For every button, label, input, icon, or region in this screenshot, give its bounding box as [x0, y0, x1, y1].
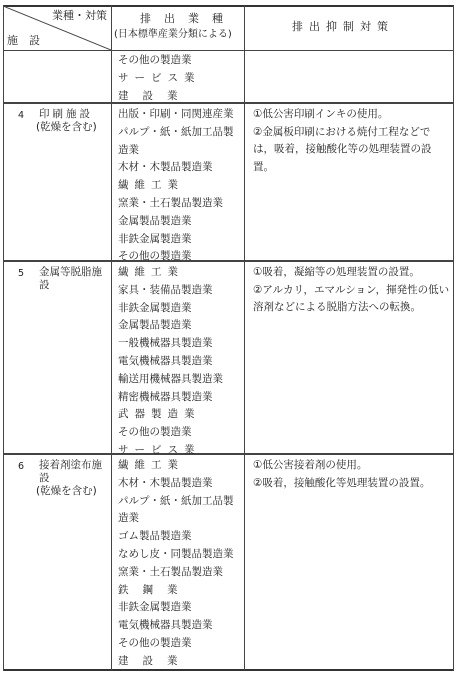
facility-name: 印刷施設 [39, 108, 93, 120]
facility-name-continued: 設 [39, 472, 50, 484]
list-item: その他の製造業 [118, 250, 192, 263]
list-item: 建設業 [118, 654, 192, 667]
list-item: 繊維工業 [118, 266, 184, 278]
list-item: 精密機械器具製造業 [118, 390, 213, 403]
list-item: ゴム製品製造業 [118, 530, 192, 543]
facility-name: 接着剤塗布施 [39, 459, 102, 471]
facility-note: (乾燥を含む) [36, 485, 97, 497]
row-6-industry-list [118, 457, 234, 671]
list-item: 非鉄金属製造業 [118, 601, 192, 614]
list-item: 建設業 [118, 89, 192, 102]
list-item: サービス業 [118, 443, 201, 456]
list-item: 非鉄金属製造業 [118, 232, 192, 245]
list-item: 木材・木製品製造業 [118, 476, 213, 489]
list-item: 繊維工業 [118, 179, 184, 192]
column-divider-2 [244, 5, 245, 671]
header-measures-title: 排出抑制対策 [292, 20, 394, 33]
list-item: 窯業・土石製品製造業 [118, 565, 223, 578]
header-industry-subtitle: (日本標準産業分類による) [114, 29, 232, 40]
measure-item: ②吸着，接触酸化等処理装置の設置。 [253, 476, 431, 489]
list-item: 輸送用機械器具製造業 [118, 372, 223, 385]
row-divider-6 [3, 453, 454, 455]
list-item: パルプ・紙・紙加工品製 [118, 494, 234, 507]
list-item: 繊維工業 [118, 459, 184, 471]
row-number: 6 [18, 461, 25, 472]
list-item: 非鉄金属製造業 [118, 301, 192, 314]
measure-item: ②アルカリ，エマルション，揮発性の低い溶剤などによる脱脂方法への転換。 [253, 283, 450, 313]
row-number: 4 [18, 110, 25, 121]
list-item: 金属製品製造業 [118, 319, 192, 332]
list-item: 造業 [118, 143, 139, 156]
top-block-industry-list [118, 52, 201, 105]
facility-name-continued: 設 [39, 279, 50, 291]
header-corner-bottom: 施 設 [7, 34, 40, 47]
list-item: パルプ・紙・紙加工品製 [118, 125, 234, 138]
list-item: なめし皮・同製品製造業 [118, 547, 234, 560]
list-item: 電気機械器具製造業 [118, 354, 213, 367]
row-5-measures [253, 264, 451, 317]
list-item: 金属製品製造業 [118, 214, 192, 227]
list-item: 家具・装備品製造業 [118, 283, 213, 296]
measure-item: ①吸着，凝縮等の処理装置の設置。 [253, 266, 420, 278]
measure-item: ①低公害接着剤の使用。 [253, 459, 368, 471]
list-item: 木材・木製品製造業 [118, 161, 213, 174]
row-6-measures [253, 457, 451, 492]
row-divider-4 [3, 102, 454, 104]
list-item: 窯業・土石製品製造業 [118, 196, 223, 209]
row-4-industry-list [118, 106, 234, 266]
header-industry-title: 排 出 業 種 [140, 12, 224, 25]
list-item: 武器製造業 [118, 408, 201, 421]
list-item: 鉄鋼業 [118, 583, 192, 596]
facility-note: (乾燥を含む) [36, 121, 97, 133]
table-right-border [453, 5, 454, 671]
list-item: 一般機械器具製造業 [118, 337, 213, 350]
list-item: 出版・印刷・同関連産業 [118, 108, 234, 120]
column-divider-1 [111, 5, 112, 671]
list-item: その他の製造業 [118, 54, 192, 66]
measure-item: ①低公害印刷インキの使用。 [253, 108, 389, 120]
row-4-measures [253, 106, 451, 176]
header-corner-top: 業種・対策 [52, 9, 107, 22]
list-item: サービス業 [118, 71, 201, 84]
list-item: その他の製造業 [118, 426, 192, 439]
list-item: 造業 [118, 512, 139, 525]
header-divider [3, 50, 454, 51]
facility-name: 金属等脱脂施 [39, 266, 102, 278]
list-item: その他の製造業 [118, 636, 192, 649]
row-number: 5 [18, 268, 25, 279]
row-5-industry-list [118, 264, 223, 460]
table-left-border [3, 5, 4, 671]
measure-item: ②金属板印刷における焼付工程などでは，吸着，接触酸化等の処理装置の設置。 [253, 125, 432, 173]
list-item: 電気機械器具製造業 [118, 619, 213, 632]
